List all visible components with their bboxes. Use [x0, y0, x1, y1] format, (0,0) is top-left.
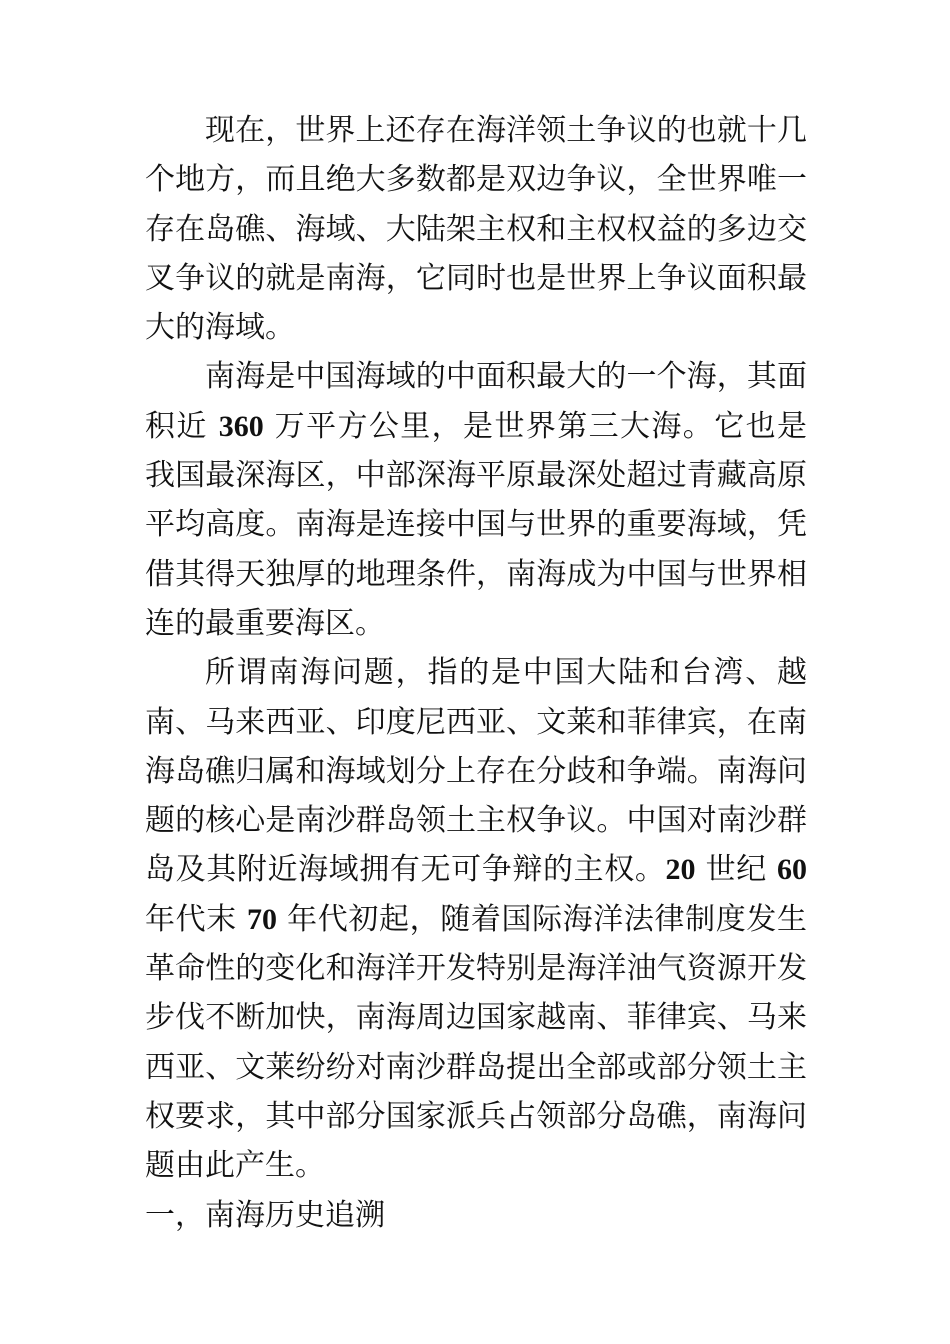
section-heading: 一，南海历史追溯 — [145, 1197, 385, 1233]
paragraph-2-text-b: 万平方公里，是世界第三大海。它也是我国最深海区，中部深海平原最深处超过青藏高原平均高度。南海是连接中国与世界的重要海域，凭借其得天独厚的地理条件，南海成为中国与世界相连的最重要海区。 — [145, 408, 807, 641]
paragraph-2 — [145, 352, 807, 648]
paragraph-3-text-b: 世纪 — [705, 852, 767, 888]
paragraph-3-text-a: 所谓南海问题，指的是中国大陆和台湾、越南、马来西亚、印度尼西亚、文莱和菲律宾，在南海岛礁归属和海域划分上存在分歧和争端。南海问题的核心是南沙群岛领土主权争议。中国对南沙群岛及其附近海域拥有无可争辩的主权。 — [145, 655, 807, 888]
document-body — [145, 106, 807, 1240]
paragraph-1 — [145, 106, 807, 352]
number-70: 70 — [247, 902, 277, 936]
number-60: 60 — [777, 853, 807, 887]
number-20: 20 — [665, 853, 696, 887]
paragraph-3 — [145, 648, 807, 1190]
number-360: 360 — [218, 409, 264, 443]
paragraph-3-text-c: 年代末 — [145, 901, 237, 937]
paragraph-1-text: 现在，世界上还存在海洋领土争议的也就十几个地方，而且绝大多数都是双边争议，全世界唯一存在岛礁、海域、大陆架主权和主权权益的多边交叉争议的就是南海，它同时也是世界上争议面积最大的海域。 — [145, 113, 807, 346]
paragraph-3-text-d: 年代初起，随着国际海洋法律制度发生革命性的变化和海洋开发特别是海洋油气资源开发步伐不断加快，南海周边国家越南、菲律宾、马来西亚、文莱纷纷对南沙群岛提出全部或部分领土主权要求，其中部分国家派兵占领部分岛礁，南海问题由此产生。 — [145, 901, 807, 1184]
paragraph-2-text-a: 南海是中国海域的中面积最大的一个海，其面积近 — [145, 359, 807, 444]
